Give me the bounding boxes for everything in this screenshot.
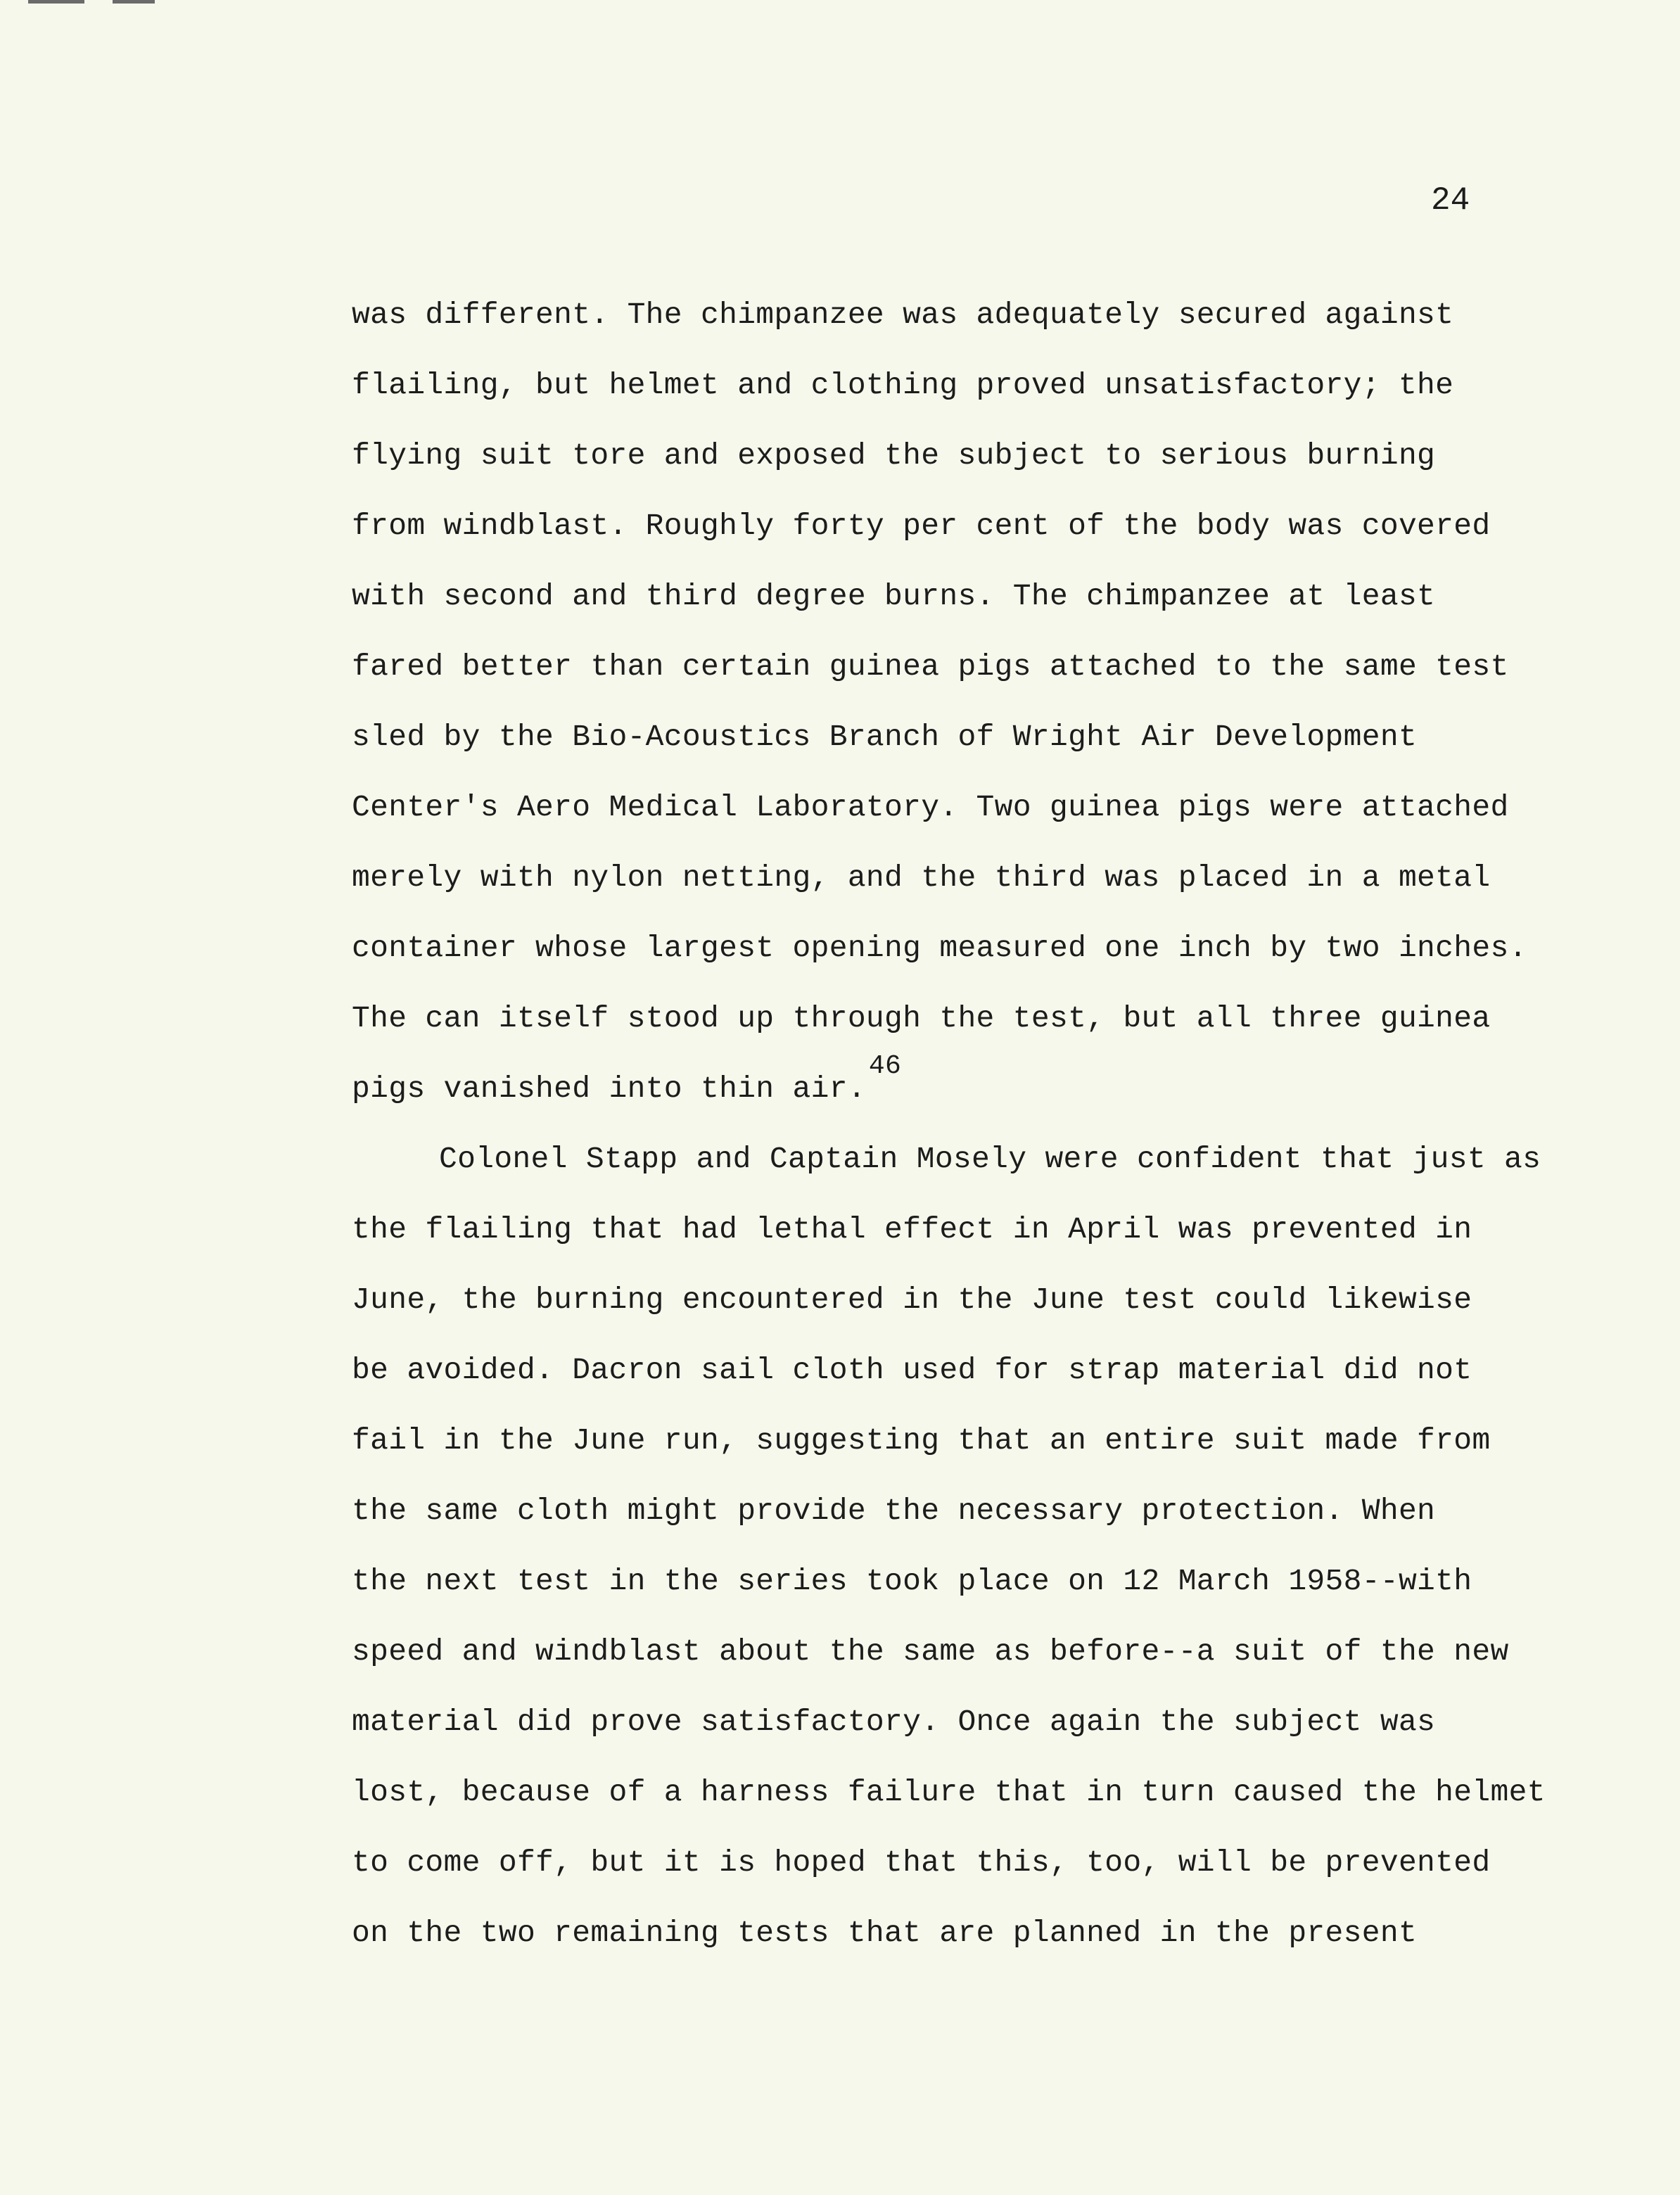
- text-line: flailing, but helmet and clothing proved unsatisfactory; the: [352, 368, 1454, 402]
- text-line: material did prove satisfactory. Once again the subject was: [352, 1705, 1436, 1739]
- text-line: was different. The chimpanzee was adequately secured against: [352, 298, 1454, 332]
- text-line: from windblast. Roughly forty per cent of the body was covered: [352, 509, 1491, 543]
- page-number: 24: [1431, 182, 1470, 219]
- text-line: June, the burning encountered in the June test could likewise: [352, 1283, 1472, 1317]
- text-line: flying suit tore and exposed the subject to serious burning: [352, 438, 1436, 473]
- text-line: sled by the Bio-Acoustics Branch of Wright Air Development: [352, 720, 1418, 754]
- text-line: fail in the June run, suggesting that an entire suit made from: [352, 1423, 1491, 1458]
- text-line: to come off, but it is hoped that this, too, will be prevented: [352, 1845, 1491, 1880]
- text-line: lost, because of a harness failure that in turn caused the helmet: [352, 1775, 1546, 1809]
- text-line: on the two remaining tests that are planned in the present: [352, 1916, 1418, 1950]
- text-line: fared better than certain guinea pigs attached to the same test: [352, 649, 1509, 684]
- text-line: merely with nylon netting, and the third was placed in a metal: [352, 860, 1491, 895]
- footnote-reference: 46: [868, 1051, 902, 1081]
- text-line: the same cloth might provide the necessary protection. When: [352, 1494, 1436, 1528]
- text-line: Colonel Stapp and Captain Mosely were confident that just as: [439, 1142, 1541, 1176]
- text-line-content: pigs vanished into thin air.: [352, 1071, 866, 1106]
- text-line: the flailing that had lethal effect in April was prevented in: [352, 1212, 1472, 1247]
- text-line: be avoided. Dacron sail cloth used for strap material did not: [352, 1353, 1472, 1387]
- text-line: Center's Aero Medical Laboratory. Two guinea pigs were attached: [352, 790, 1509, 825]
- text-line: The can itself stood up through the test, but all three guinea: [352, 1001, 1491, 1036]
- text-line: the next test in the series took place on 12 March 1958--with: [352, 1564, 1472, 1598]
- text-line: speed and windblast about the same as before--a suit of the new: [352, 1634, 1509, 1669]
- text-line: with second and third degree burns. The chimpanzee at least: [352, 579, 1436, 613]
- text-line: [352, 1051, 902, 1106]
- text-line: container whose largest opening measured one inch by two inches.: [352, 931, 1527, 965]
